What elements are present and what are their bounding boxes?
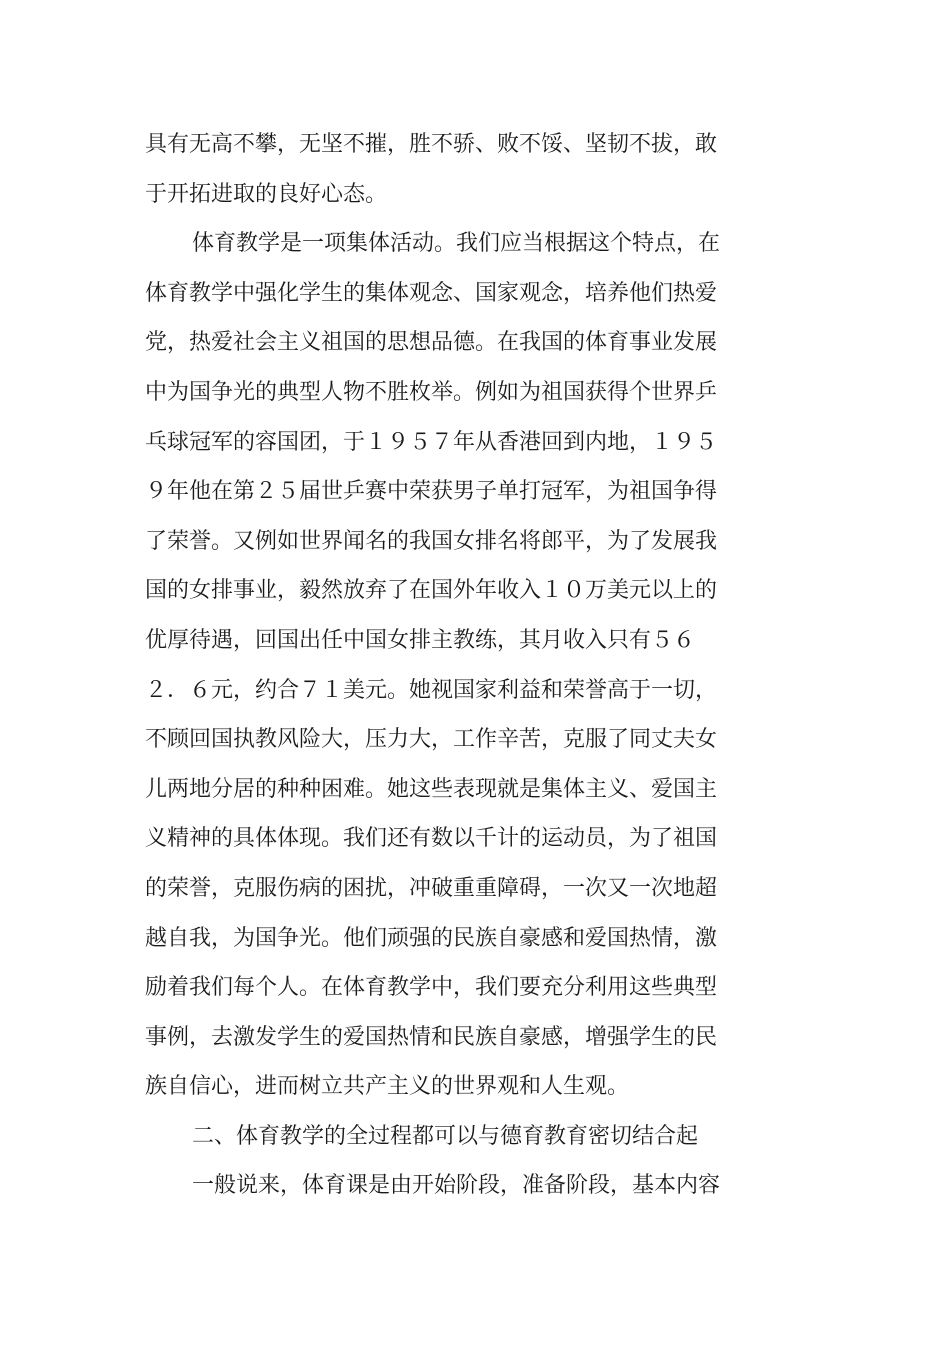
- text-line: 体育教学中强化学生的集体观念、国家观念，培养他们热爱: [145, 280, 718, 306]
- text-line: ９年他在第２５届世乒赛中荣获男子单打冠军，为祖国争得: [145, 479, 718, 505]
- text-line: 了荣誉。又例如世界闻名的我国女排名将郎平，为了发展我: [145, 528, 718, 554]
- text-line: 于开拓进取的良好心态。: [145, 181, 388, 207]
- section-heading: 二、体育教学的全过程都可以与德育教育密切结合起: [192, 1123, 699, 1149]
- text-line: 乓球冠军的容国团，于１９５７年从香港回到内地，１９５: [145, 429, 718, 455]
- text-line: 国的女排事业，毅然放弃了在国外年收入１０万美元以上的: [145, 578, 718, 604]
- text-line: 越自我，为国争光。他们顽强的民族自豪感和爱国热情，激: [145, 925, 718, 951]
- text-line: 族自信心，进而树立共产主义的世界观和人生观。: [145, 1074, 630, 1100]
- paragraph-first-line: 一般说来，体育课是由开始阶段，准备阶段，基本内容: [192, 1173, 721, 1199]
- text-line: 儿两地分居的种种困难。她这些表现就是集体主义、爱国主: [145, 776, 718, 802]
- text-line: 义精神的具体体现。我们还有数以千计的运动员，为了祖国: [145, 826, 718, 852]
- text-line: 党，热爱社会主义祖国的思想品德。在我国的体育事业发展: [145, 330, 718, 356]
- text-line: ２．６元，约合７１美元。她视国家利益和荣誉高于一切，: [145, 677, 718, 703]
- text-line: 的荣誉，克服伤病的困扰，冲破重重障碍，一次又一次地超: [145, 875, 718, 901]
- paragraph-first-line: 体育教学是一项集体活动。我们应当根据这个特点，在: [192, 231, 721, 257]
- text-line: 具有无高不攀，无坚不摧，胜不骄、败不馁、坚韧不拔，敢: [145, 132, 718, 157]
- text-line: 优厚待遇，回国出任中国女排主教练，其月收入只有５６: [145, 627, 696, 653]
- text-line: 中为国争光的典型人物不胜枚举。例如为祖国获得个世界乒: [145, 379, 718, 405]
- text-line: 励着我们每个人。在体育教学中，我们要充分利用这些典型: [145, 975, 718, 1001]
- text-line: 事例，去激发学生的爱国热情和民族自豪感，增强学生的民: [145, 1024, 718, 1050]
- body-text: [145, 120, 745, 1211]
- text-line: 不顾回国执教风险大，压力大，工作辛苦，克服了同丈夫女: [145, 727, 718, 753]
